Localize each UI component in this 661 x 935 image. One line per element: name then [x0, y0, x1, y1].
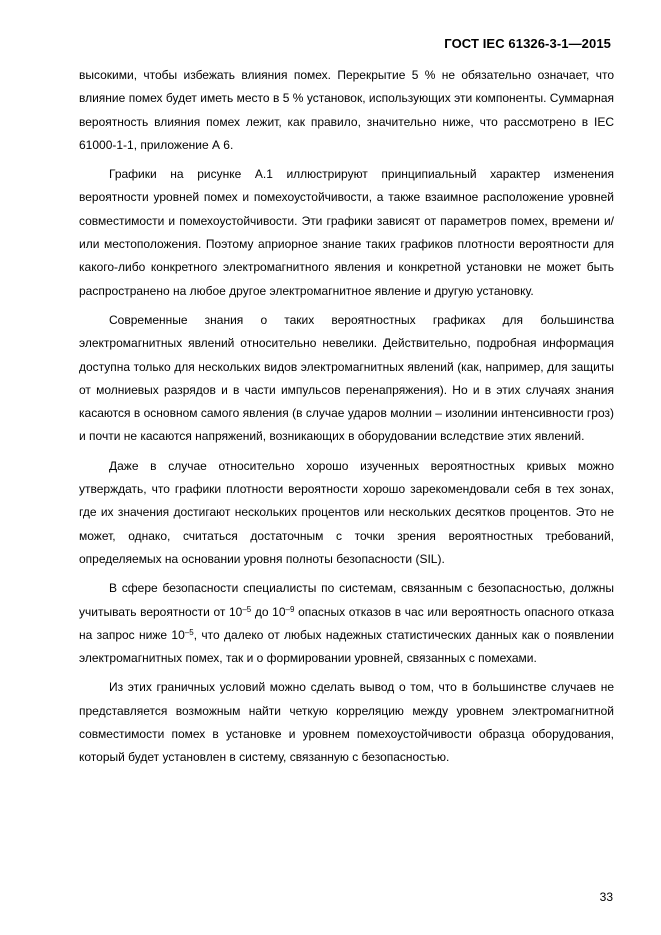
paragraph-5-text-1: В сфере безопасности специалисты по системам, связанным с безопасностью, должны учитывать вероятности от 10 — [79, 581, 614, 619]
paragraph-6: Из этих граничных условий можно сделать вывод о том, что в большинстве случаев не представляется возможным найти четкую корреляцию между уровнем электромагнитной совместимости помех в установке и уровнем помехоустойчивости образца оборудования, который будет установлен в систему, связанную с безопасностью. — [79, 680, 614, 765]
standard-header: ГОСТ IEC 61326-3-1—2015 — [444, 36, 611, 51]
paragraph-5-text-3: опасных отказов в час или вероятность опасного отказа на запрос ниже 10 — [79, 604, 614, 642]
paragraph-5 — [79, 577, 614, 670]
paragraph-2: Графики на рисунке А.1 иллюстрируют принципиальный характер изменения вероятности уровней помех и помехоустойчивости, а также взаимное расположение уровней совместимости и помехоустойчивости. Эти графики зависят от параметров помех, времени и/или местоположения. Поэтому априорное знание таких графиков плотности вероятности для какого-либо конкретного электромагнитного явления и конкретной установки не может быть распространено на любое другое электромагнитное явление и другую установку. — [79, 167, 614, 298]
paragraph-5-text-4: , что далеко от любых надежных статистических данных как о появлении электромагнитных помех, так и о формировании уровней, связанных с помехами. — [79, 627, 615, 666]
page-number: 33 — [599, 890, 613, 904]
paragraph-4: Даже в случае относительно хорошо изученных вероятностных кривых можно утверждать, что графики плотности вероятности хорошо зарекомендовали себя в тех зонах, где их значения достигают нескольких процентов или нескольких десятков процентов. Это не может, однако, считаться достаточным с точки зрения вероятностных требований, определяемых на основании уровня полноты безопасности (SIL). — [79, 458, 614, 566]
body-text — [79, 64, 614, 776]
exponent-2: –9 — [285, 604, 295, 614]
exponent-3: –5 — [184, 627, 194, 637]
exponent-1: –5 — [242, 604, 252, 614]
paragraph-1: высокими, чтобы избежать влияния помех. Перекрытие 5 % не обязательно означает, что влияние помех будет иметь место в 5 % установок, использующих эти компоненты. Суммарная вероятность влияния помех лежит, как правило, значительно ниже, что рассмотрено в IEC 61000-1-1, приложение А 6. — [79, 68, 614, 152]
paragraph-5-text-2: до 10 — [251, 604, 286, 619]
paragraph-3: Современные знания о таких вероятностных графиках для большинства электромагнитных явлений относительно невелики. Действительно, подробная информация доступна только для нескольких видов электромагнитных явлений (как, например, для защиты от молниевых разрядов и в части импульсов перенапряжения). Но и в этих случаях знания касаются в основном самого явления (в случае ударов молнии – изолинии интенсивности гроз) и почти не касаются напряжений, возникающих в оборудовании вследствие этих явлений. — [79, 312, 614, 444]
